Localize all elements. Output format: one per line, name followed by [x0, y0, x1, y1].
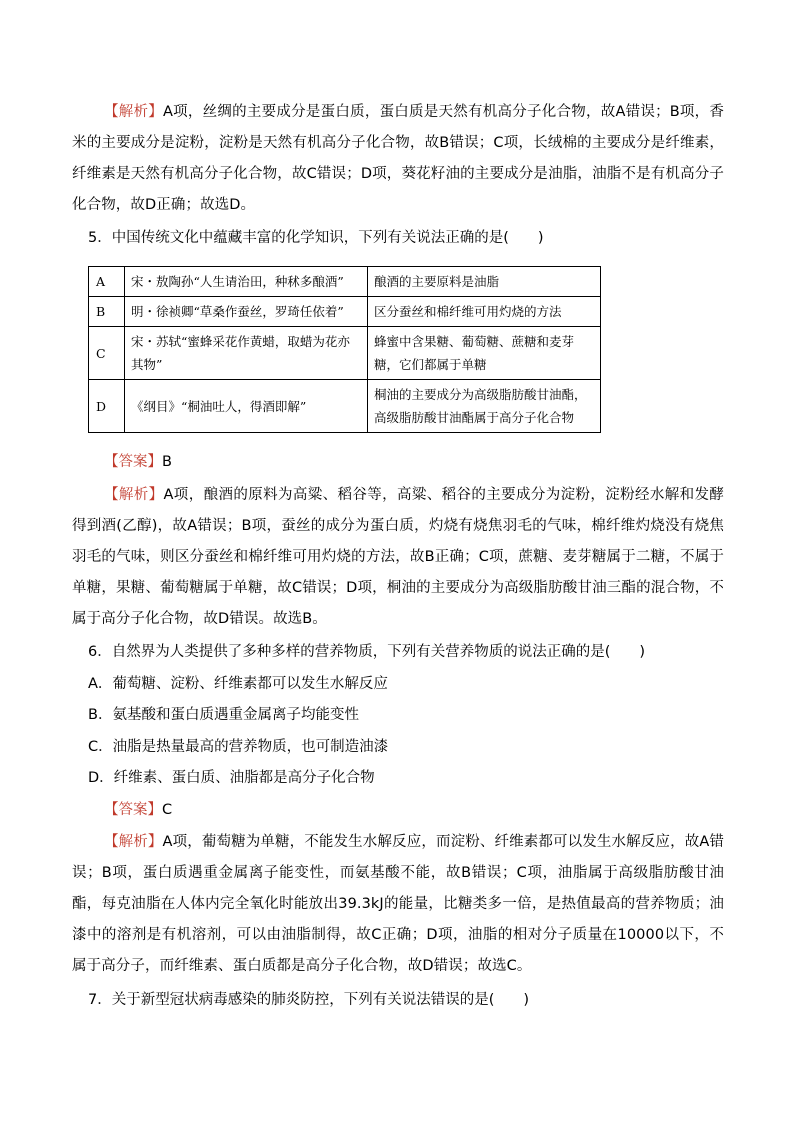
analysis-tag: 【解析】 — [104, 834, 163, 850]
q6-option-a: A．葡萄糖、淀粉、纤维素都可以发生水解反应 — [88, 676, 388, 692]
row-right: 酿酒的主要原料是油脂 — [368, 267, 601, 297]
row-left: 《纲目》“桐油吐人，得酒即解” — [125, 380, 368, 433]
row-key: B — [89, 297, 125, 327]
analysis-tag: 【解析】 — [104, 487, 164, 503]
analysis-text: A项，葡萄糖为单糖，不能发生水解反应，而淀粉、纤维素都可以发生水解反应，故A错误；B项，蛋白质遇重金属离子能变性，而氨基酸不能，故B错误；C项，油脂属于高级脂肪酸甘油酯，每克油脂在人体内完全氧化时能放出39.3kJ的能量，比糖类多一倍，是热值最高的营养物质；油漆中的溶剂是有机溶剂，可以由油脂制得，故C正确；D项，油脂的相对分子质量在10000以下，不属于高分子，而纤维素、蛋白质都是高分子化合物，故D错误；故选C。 — [72, 834, 724, 974]
answer-tag: 【答案】 — [104, 454, 162, 470]
q6-option-b: B．氨基酸和蛋白质遇重金属离子均能变性 — [88, 707, 359, 723]
row-right: 区分蚕丝和棉纤维可用灼烧的方法 — [368, 297, 601, 327]
row-right: 桐油的主要成分为高级脂肪酸甘油酯，高级脂肪酸甘油酯属于高分子化合物 — [368, 380, 601, 433]
q6-option-c: C．油脂是热量最高的营养物质，也可制造油漆 — [88, 739, 389, 755]
row-right: 蜂蜜中含果糖、葡萄糖、蔗糖和麦芽糖，它们都属于单糖 — [368, 327, 601, 380]
q4-analysis — [72, 97, 724, 221]
q5-table — [88, 266, 601, 433]
row-left: 明・徐祯卿“草桑作蚕丝，罗琦任依着” — [125, 297, 368, 327]
table-row — [89, 267, 601, 297]
q7-question: 7．关于新型冠状病毒感染的肺炎防控，下列有关说法错误的是( ) — [88, 992, 530, 1008]
q5-answer — [104, 452, 172, 472]
row-key: D — [89, 380, 125, 433]
answer-value: B — [162, 454, 172, 470]
answer-tag: 【答案】 — [104, 802, 162, 818]
q6-option-d: D．纤维素、蛋白质、油脂都是高分子化合物 — [88, 770, 375, 786]
table-row — [89, 380, 601, 433]
analysis-text: A项，酿酒的原料为高粱、稻谷等，高粱、稻谷的主要成分为淀粉，淀粉经水解和发酵得到酒(乙醇)，故A错误；B项，蚕丝的成分为蛋白质，灼烧有烧焦羽毛的气味，棉纤维灼烧没有烧焦羽毛的气味，则区分蚕丝和棉纤维可用灼烧的方法，故B正确；C项，蔗糖、麦芽糖属于二糖，不属于单糖，果糖、葡萄糖属于单糖，故C错误；D项，桐油的主要成分为高级脂肪酸甘油三酯的混合物，不属于高分子化合物，故D错误。故选B。 — [72, 487, 724, 627]
q6-question: 6．自然界为人类提供了多种多样的营养物质，下列有关营养物质的说法正确的是( ) — [88, 644, 646, 660]
table-row — [89, 327, 601, 380]
row-key: A — [89, 267, 125, 297]
row-left: 宋・苏轼“蜜蜂采花作黄蜡，取蜡为花亦其物” — [125, 327, 368, 380]
answer-value: C — [162, 802, 173, 818]
table-row — [89, 297, 601, 327]
q5-question: 5．中国传统文化中蕴藏丰富的化学知识，下列有关说法正确的是( ) — [88, 230, 544, 246]
q6-answer — [104, 800, 172, 820]
row-key: C — [89, 327, 125, 380]
q6-analysis — [72, 827, 724, 982]
analysis-tag: 【解析】 — [104, 104, 163, 120]
row-left: 宋・敖陶孙“人生请治田，种秫多酿酒” — [125, 267, 368, 297]
analysis-text: A项，丝绸的主要成分是蛋白质，蛋白质是天然有机高分子化合物，故A错误；B项，香米的主要成分是淀粉，淀粉是天然有机高分子化合物，故B错误；C项，长绒棉的主要成分是纤维素，纤维素是天然有机高分子化合物，故C错误；D项，葵花籽油的主要成分是油脂，油脂不是有机高分子化合物，故D正确；故选D。 — [72, 104, 724, 213]
q5-analysis — [72, 480, 724, 635]
